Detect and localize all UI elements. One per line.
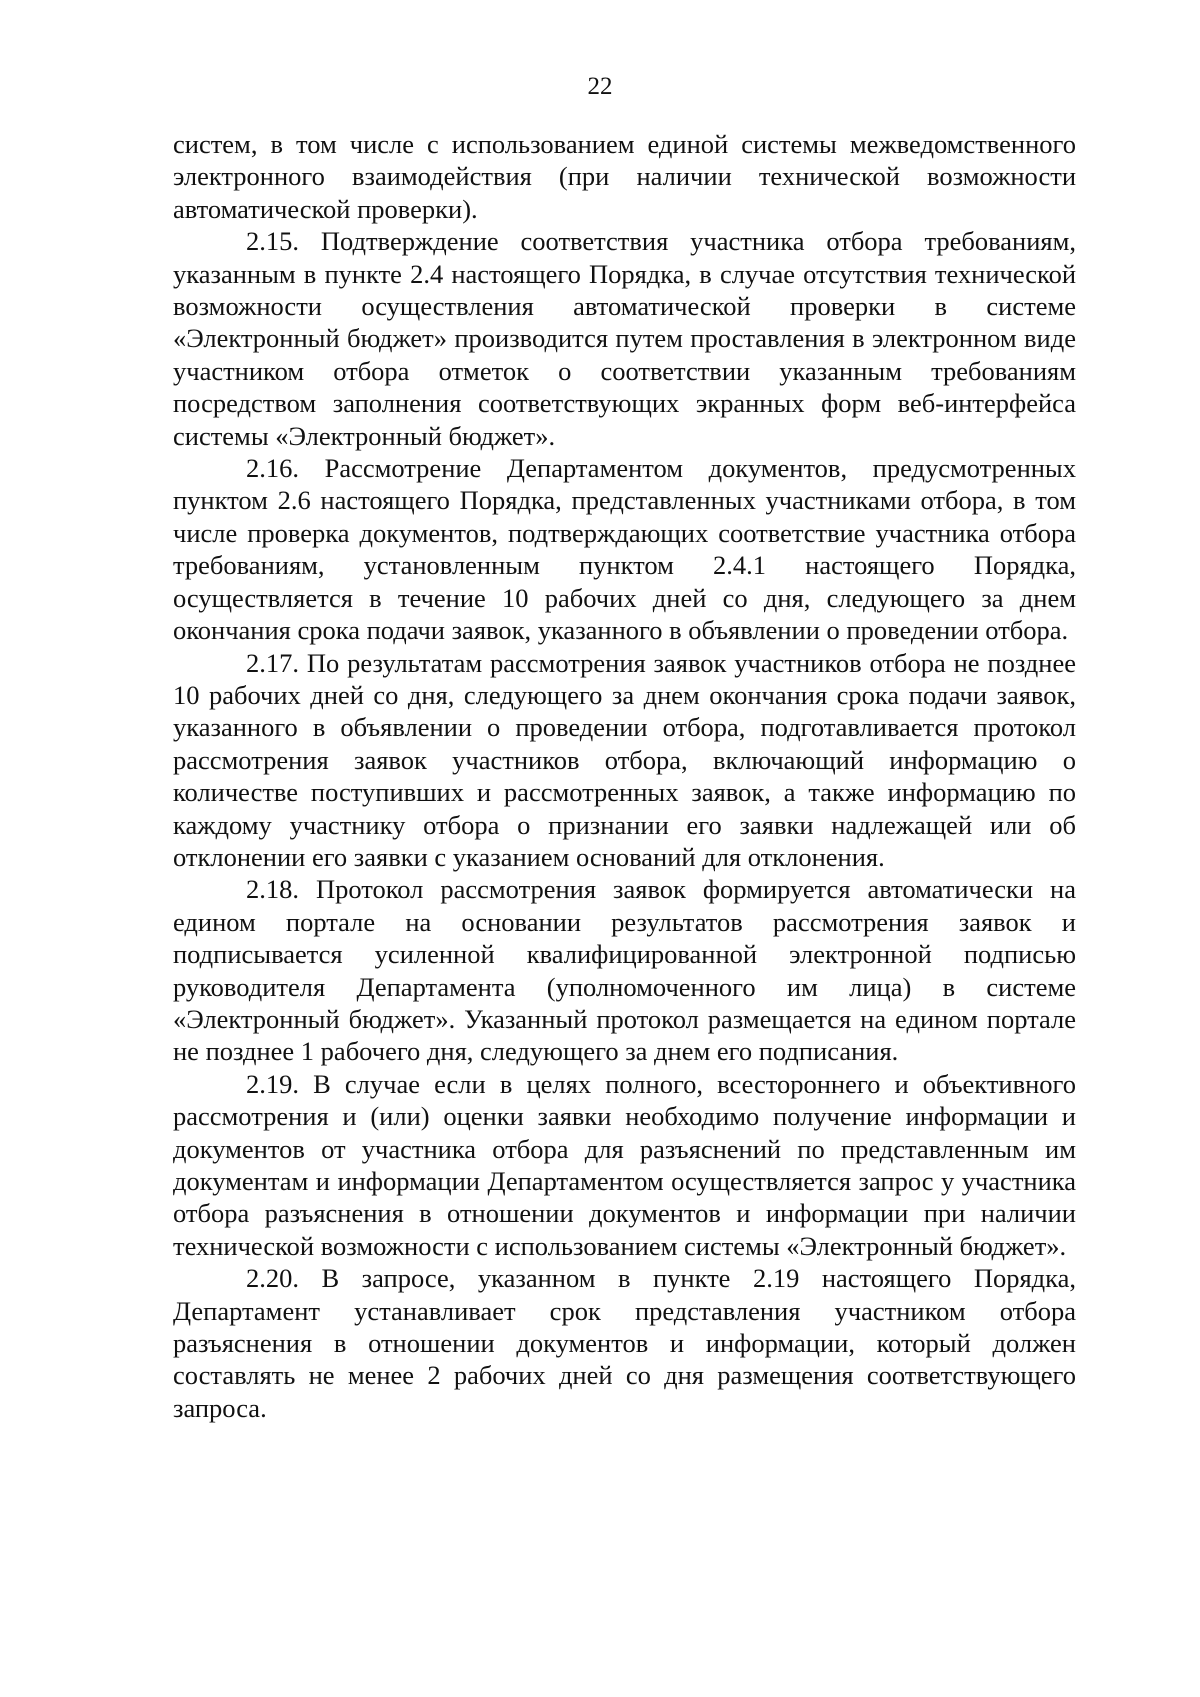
paragraph-continuation: систем, в том числе с использованием единой системы межведомственного электронного взаимодействия (при наличии технической возможности автоматической проверки).	[173, 129, 1076, 224]
paragraph-2-18: 2.18. Протокол рассмотрения заявок формируется автоматически на едином портале на основании результатов рассмотрения заявок и подписывается усиленной квалифицированной электронной подписью руководителя Департамента (уполномоченного им лица) в системе «Электронный бюджет». Указанный протокол размещается на едином портале не позднее 1 рабочего дня, следующего за днем его подписания.	[173, 874, 1076, 1067]
paragraph-2-20: 2.20. В запросе, указанном в пункте 2.19 настоящего Порядка, Департамент устанавливает срок представления участником отбора разъяснения в отношении документов и информации, который должен составлять не менее 2 рабочих дней со дня размещения соответствующего запроса.	[173, 1263, 1076, 1423]
document-body	[173, 128, 1076, 1424]
paragraph-2-16: 2.16. Рассмотрение Департаментом документов, предусмотренных пунктом 2.6 настоящего Порядка, представленных участниками отбора, в том числе проверка документов, подтверждающих соответствие участника отбора требованиям, установленным пунктом 2.4.1 настоящего Порядка, осуществляется в течение 10 рабочих дней со дня, следующего за днем окончания срока подачи заявок, указанного в объявлении о проведении отбора.	[173, 453, 1076, 646]
paragraph-2-19: 2.19. В случае если в целях полного, всестороннего и объективного рассмотрения и (или) оценки заявки необходимо получение информации и документов от участника отбора для разъяснений по представленным им документам и информации Департаментом осуществляется запрос у участника отбора разъяснения в отношении документов и информации при наличии технической возможности с использованием системы «Электронный бюджет».	[173, 1068, 1076, 1261]
paragraph-2-17: 2.17. По результатам рассмотрения заявок участников отбора не позднее 10 рабочих дней со дня, следующего за днем окончания срока подачи заявок, указанного в объявлении о проведении отбора, подготавливается протокол рассмотрения заявок участников отбора, включающий информацию о количестве поступивших и рассмотренных заявок, а также информацию по каждому участнику отбора о признании его заявки надлежащей или об отклонении его заявки с указанием оснований для отклонения.	[173, 647, 1076, 872]
page-number: 22	[587, 73, 613, 100]
paragraph-2-15: 2.15. Подтверждение соответствия участника отбора требованиям, указанным в пункте 2.4 настоящего Порядка, в случае отсутствия технической возможности осуществления автоматической проверки в системе «Электронный бюджет» производится путем проставления в электронном виде участником отбора отметок о соответствии указанным требованиям посредством заполнения соответствующих экранных форм веб-интерфейса системы «Электронный бюджет».	[173, 226, 1076, 451]
